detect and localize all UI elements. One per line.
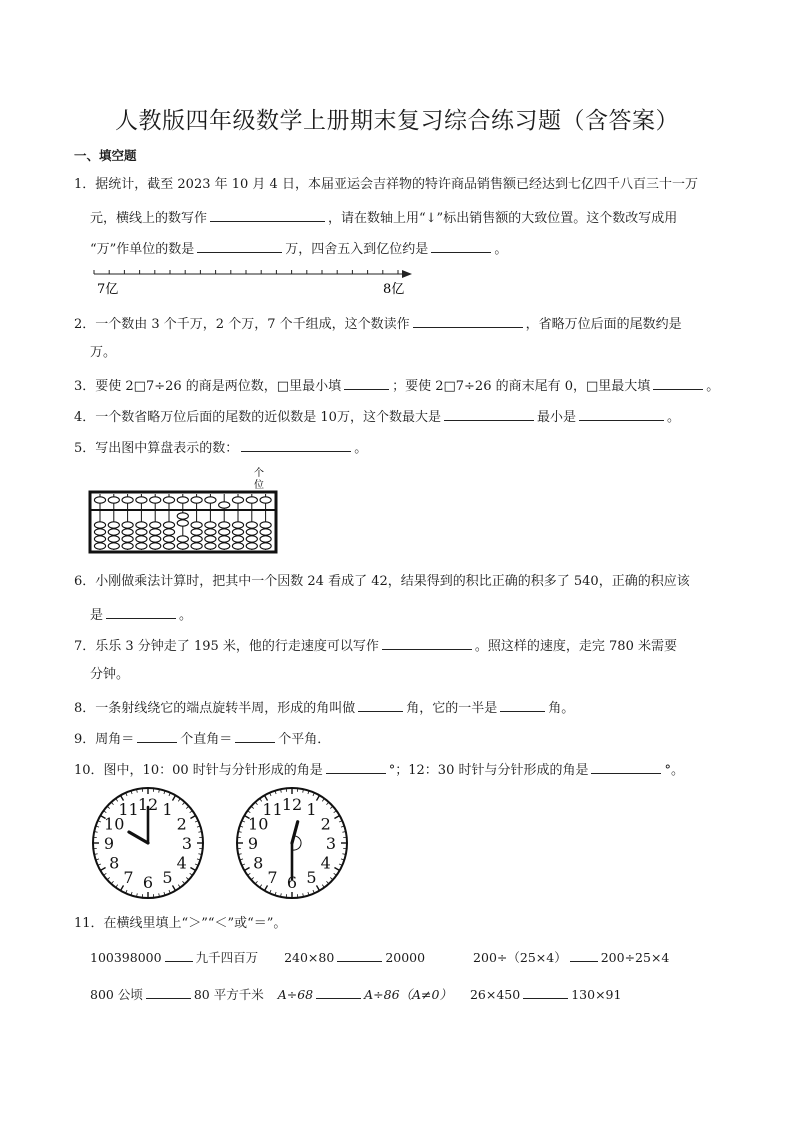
abacus-bead	[232, 543, 243, 549]
abacus-bead	[177, 536, 188, 542]
q7-line2: 分钟。	[90, 667, 130, 682]
abacus-bead	[232, 529, 243, 535]
q9-blank-right[interactable]	[137, 728, 177, 743]
section-heading: 一、填空题	[74, 148, 137, 163]
abacus-bead	[260, 543, 271, 549]
q4-blank-min[interactable]	[579, 406, 664, 421]
q3-text: 3．要使 2□7÷26 的商是两位数，□里最小填	[74, 379, 342, 394]
abacus-bead	[150, 536, 161, 542]
q1-text: “万”作单位的数是	[90, 242, 195, 257]
clock-number: 2	[320, 814, 331, 834]
abacus-bead	[219, 522, 230, 528]
q1-text: 。	[494, 242, 508, 257]
q6-line2	[90, 604, 192, 625]
q9-text: 个平角．	[278, 732, 331, 747]
abacus-bead	[177, 543, 188, 549]
q8-blank-angle[interactable]	[358, 697, 403, 712]
abacus-bead	[150, 497, 161, 503]
q7-text: 7．乐乐 3 分钟走了 195 米，他的行走速度可以写作	[74, 639, 379, 654]
number-line-ticks	[94, 270, 398, 274]
abacus-bead	[136, 536, 147, 542]
q1-blank-yi[interactable]	[431, 238, 491, 253]
abacus-bead	[94, 543, 105, 549]
abacus-bead	[191, 497, 202, 503]
q11-blank[interactable]	[523, 984, 568, 999]
abacus-bead	[219, 529, 230, 535]
clock-number: 6	[142, 873, 154, 892]
q9-line	[74, 728, 330, 749]
number-line-arrow-icon	[402, 270, 412, 278]
clock-number: 5	[306, 867, 317, 887]
q3-line	[74, 375, 719, 396]
q11-blank[interactable]	[337, 947, 382, 962]
q10-text: 10．图中，10：00 时针与分针形成的角是	[74, 763, 323, 778]
q4-line	[74, 406, 680, 427]
clock-number: 6	[286, 873, 298, 892]
page-title: 人教版四年级数学上册期末复习综合练习题（含答案）	[115, 108, 679, 134]
abacus-bead	[150, 543, 161, 549]
abacus-bead	[191, 536, 202, 542]
q11-blank[interactable]	[570, 947, 598, 962]
abacus-bead	[191, 543, 202, 549]
q2-text: ，省略万位后面的尾数约是	[525, 317, 682, 332]
abacus-bead	[122, 536, 133, 542]
abacus-bead	[177, 497, 188, 503]
abacus-bead	[136, 543, 147, 549]
q8-line	[74, 697, 574, 718]
abacus-bead	[205, 543, 216, 549]
axis-label-left: 7亿	[97, 282, 119, 297]
q8-text: 8．一条射线绕它的端点旋转半周，形成的角叫做	[74, 701, 356, 716]
q11-item: 26×450	[469, 987, 521, 1002]
q5-text: 5．写出图中算盘表示的数：	[74, 441, 239, 456]
q2-blank-read[interactable]	[413, 313, 523, 328]
abacus-bead	[219, 502, 230, 508]
abacus-bead	[219, 543, 230, 549]
abacus-bead	[136, 522, 147, 528]
q7-text: 。照这样的速度，走完 780 米需要	[474, 639, 677, 654]
abacus-bead	[163, 522, 174, 528]
abacus-bead	[108, 497, 119, 503]
abacus-bead	[246, 536, 257, 542]
q11-item: 20000	[385, 950, 426, 965]
q1-line2	[90, 207, 677, 228]
abacus-bead	[232, 536, 243, 542]
abacus-bead	[122, 522, 133, 528]
clock-number: 9	[103, 834, 115, 853]
q6-text: 是	[90, 608, 104, 623]
clock-number: 12	[281, 795, 303, 814]
clock-number: 8	[109, 853, 120, 873]
abacus-bead	[108, 543, 119, 549]
abacus-bead	[163, 536, 174, 542]
axis-label-right: 8亿	[383, 282, 405, 297]
clock-number: 1	[162, 800, 173, 820]
q11-item: A÷68	[277, 987, 314, 1002]
clock-number: 12	[137, 795, 159, 814]
abacus-bead	[205, 536, 216, 542]
abacus-bead	[163, 497, 174, 503]
clock-number: 8	[253, 853, 264, 873]
clock-number: 9	[247, 834, 259, 853]
q10-text: °；12：30 时针与分针形成的角是	[388, 763, 589, 778]
abacus-bead	[191, 522, 202, 528]
abacus-bead	[94, 522, 105, 528]
clock-number: 4	[176, 853, 187, 873]
abacus-bead	[177, 513, 188, 519]
abacus-bead	[246, 497, 257, 503]
abacus-label-ge: 个	[254, 468, 264, 479]
q11-item: 200÷（25×4）	[473, 950, 567, 965]
q10-blank-1230[interactable]	[591, 759, 661, 774]
clock-number: 7	[123, 867, 134, 887]
clock-number: 7	[267, 867, 278, 887]
abacus-bead	[122, 529, 133, 535]
clock-number: 3	[181, 834, 193, 853]
q11-item: 240×80	[284, 950, 335, 965]
abacus-label-wei: 位	[254, 480, 264, 491]
q6-line1: 6．小刚做乘法计算时，把其中一个因数 24 看成了 42，结果得到的积比正确的积多了 540，正确的积应该	[74, 574, 690, 589]
abacus	[88, 464, 280, 556]
clock-number: 2	[176, 814, 187, 834]
abacus-bead	[94, 536, 105, 542]
abacus-bead	[260, 497, 271, 503]
abacus-bead	[232, 522, 243, 528]
abacus-bead	[205, 522, 216, 528]
q11-item: 200÷25×4	[600, 950, 670, 965]
clock-1230	[230, 785, 358, 901]
abacus-bead	[163, 529, 174, 535]
q1-text: 元，横线上的数写作	[90, 211, 208, 226]
abacus-bead	[205, 497, 216, 503]
clock-face	[237, 788, 347, 898]
q4-text: 4．一个数省略万位后面的尾数的近似数是 10万，这个数最大是	[74, 410, 441, 425]
abacus-bead	[260, 529, 271, 535]
q11-intro: 11．在横线里填上“＞”“＜”或“＝”。	[74, 916, 287, 931]
q11-blank[interactable]	[165, 947, 193, 962]
abacus-bead	[260, 522, 271, 528]
q1-text: ，请在数轴上用“↓”标出销售额的大致位置。这个数改写成用	[328, 211, 678, 226]
q9-text: 个直角＝	[180, 732, 233, 747]
clock-number: 3	[325, 834, 337, 853]
abacus-bead	[108, 536, 119, 542]
q1-line3	[90, 238, 507, 259]
q6-blank[interactable]	[106, 604, 176, 619]
clock-number: 4	[320, 853, 331, 873]
q11-item: A÷86（A≠0）	[364, 987, 452, 1002]
clock-number: 10	[104, 814, 125, 834]
abacus-bead	[246, 529, 257, 535]
clock-number: 11	[262, 800, 283, 820]
q2-line2: 万。	[90, 345, 117, 360]
q8-text: 角，它的一半是	[406, 701, 498, 716]
q11-row2	[90, 984, 621, 1004]
abacus-bead	[94, 497, 105, 503]
q8-text: 角。	[548, 701, 575, 716]
abacus-bead	[150, 529, 161, 535]
q11-item: 130×91	[571, 987, 622, 1002]
q5-blank[interactable]	[241, 437, 351, 452]
abacus-bead	[177, 520, 188, 526]
clock-number: 1	[306, 800, 317, 820]
q3-blank-max[interactable]	[653, 375, 703, 390]
q7-blank-speed[interactable]	[382, 635, 472, 650]
q11-item: 800 公顷	[90, 987, 143, 1002]
q5-line	[74, 437, 367, 458]
q1-line1: 1．据统计，截至 2023 年 10 月 4 日，本届亚运会吉祥物的特许商品销售额已经达到七亿四千八百三十一万	[74, 177, 698, 192]
q4-blank-max[interactable]	[444, 406, 534, 421]
abacus-bead	[219, 536, 230, 542]
q10-line	[74, 759, 684, 780]
q4-text: 。	[666, 410, 680, 425]
clock-number: 10	[248, 814, 269, 834]
q11-blank[interactable]	[146, 984, 191, 999]
q3-blank-min[interactable]	[344, 375, 389, 390]
q10-blank-1000[interactable]	[326, 759, 386, 774]
abacus-bead	[136, 529, 147, 535]
q9-text: 9．周角＝	[74, 732, 135, 747]
q1-blank-wan[interactable]	[197, 238, 282, 253]
q2-line1	[74, 313, 682, 334]
abacus-bead	[246, 522, 257, 528]
q1-text: 万，四舍五入到亿位约是	[285, 242, 429, 257]
abacus-bead	[94, 529, 105, 535]
abacus-bead	[122, 497, 133, 503]
q11-item: 80 平方千米	[193, 987, 264, 1002]
q8-blank-half[interactable]	[500, 697, 545, 712]
abacus-bead	[163, 543, 174, 549]
clock-1000	[86, 785, 214, 901]
q4-text: 最小是	[536, 410, 576, 425]
q11-item: 100398000	[90, 950, 162, 965]
abacus-bead	[232, 497, 243, 503]
abacus-bead	[260, 536, 271, 542]
q5-text: 。	[354, 441, 368, 456]
abacus-bead	[246, 543, 257, 549]
q1-blank-written[interactable]	[210, 207, 325, 222]
number-line[interactable]	[88, 262, 418, 298]
clock-number: 11	[118, 800, 139, 820]
abacus-bead	[191, 529, 202, 535]
q11-item: 九千四百万	[195, 950, 259, 965]
abacus-bead	[136, 497, 147, 503]
abacus-bead	[205, 529, 216, 535]
q11-row1	[90, 947, 669, 967]
abacus-bead	[108, 529, 119, 535]
q3-text: ；要使 2□7÷26 的商末尾有 0，□里最大填	[392, 379, 651, 394]
q3-text: 。	[706, 379, 720, 394]
abacus-bead	[108, 522, 119, 528]
clock-face	[93, 788, 203, 898]
q11-blank[interactable]	[316, 984, 361, 999]
clock-number: 5	[162, 867, 173, 887]
abacus-bead	[122, 543, 133, 549]
q6-text: 。	[179, 608, 193, 623]
q2-text: 2．一个数由 3 个千万，2 个万，7 个千组成，这个数读作	[74, 317, 410, 332]
q9-blank-straight[interactable]	[235, 728, 275, 743]
abacus-bead	[150, 522, 161, 528]
q10-text: °。	[664, 763, 684, 778]
q7-line1	[74, 635, 677, 656]
